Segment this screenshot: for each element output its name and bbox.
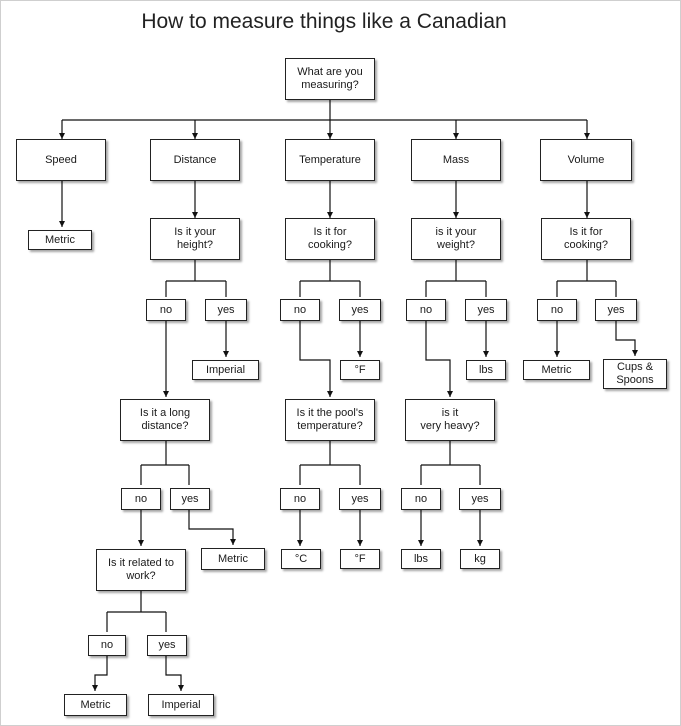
pool-result-fahrenheit: °F	[340, 549, 380, 569]
question-cooking-temp: Is it for cooking?	[285, 218, 375, 260]
category-speed: Speed	[16, 139, 106, 181]
edge-weight-split	[426, 260, 486, 297]
question-related-to-work: Is it related to work?	[96, 549, 186, 591]
question-weight: is it your weight?	[411, 218, 501, 260]
volume-cooking-no: no	[537, 299, 577, 321]
volume-result-metric: Metric	[523, 360, 590, 380]
question-long-distance: Is it a long distance?	[120, 399, 210, 441]
temp-cooking-no: no	[280, 299, 320, 321]
edge-long-yes-metric	[189, 510, 233, 545]
heavy-result-kg: kg	[460, 549, 500, 569]
heavy-no: no	[401, 488, 441, 510]
heavy-result-lbs: lbs	[401, 549, 441, 569]
speed-result-metric: Metric	[28, 230, 92, 250]
volume-result-cups-spoons: Cups & Spoons	[603, 359, 667, 389]
temp-cooking-yes: yes	[339, 299, 381, 321]
height-no: no	[146, 299, 186, 321]
pool-result-celsius: °C	[281, 549, 321, 569]
heavy-yes: yes	[459, 488, 501, 510]
work-yes: yes	[147, 635, 187, 656]
question-very-heavy: is it very heavy?	[405, 399, 495, 441]
long-distance-no: no	[121, 488, 161, 510]
edge-work-yes-imperial	[166, 656, 181, 691]
height-result-imperial: Imperial	[192, 360, 259, 380]
edge-tempcook-split	[300, 260, 360, 297]
question-height: Is it your height?	[150, 218, 240, 260]
edge-long-split	[141, 441, 189, 485]
edge-height-split	[166, 260, 226, 297]
edge-heavy-split	[421, 441, 480, 485]
pool-no: no	[280, 488, 320, 510]
height-yes: yes	[205, 299, 247, 321]
edge-root-bus	[62, 100, 587, 120]
long-distance-result-metric: Metric	[201, 548, 265, 570]
root-question: What are you measuring?	[285, 58, 375, 100]
question-pool-temperature: Is it the pool's temperature?	[285, 399, 375, 441]
category-volume: Volume	[540, 139, 632, 181]
category-mass: Mass	[411, 139, 501, 181]
edge-pool-split	[300, 441, 360, 485]
volume-cooking-yes: yes	[595, 299, 637, 321]
long-distance-yes: yes	[170, 488, 210, 510]
weight-no: no	[406, 299, 446, 321]
edge-work-no-metric	[95, 656, 107, 691]
edge-volcook-yes-cups	[616, 321, 635, 356]
work-result-metric: Metric	[64, 694, 127, 716]
diagram-title: How to measure things like a Canadian	[141, 10, 507, 33]
question-cooking-volume: Is it for cooking?	[541, 218, 631, 260]
weight-yes: yes	[465, 299, 507, 321]
edge-volcook-split	[557, 260, 616, 297]
category-distance: Distance	[150, 139, 240, 181]
edge-work-split	[107, 591, 166, 632]
edge-weight-no-heavy	[426, 321, 450, 397]
work-result-imperial: Imperial	[148, 694, 214, 716]
edge-tempcook-no-pool	[300, 321, 330, 397]
pool-yes: yes	[339, 488, 381, 510]
weight-result-lbs: lbs	[466, 360, 506, 380]
work-no: no	[88, 635, 126, 656]
temp-cooking-result-f: °F	[340, 360, 380, 380]
category-temperature: Temperature	[285, 139, 375, 181]
